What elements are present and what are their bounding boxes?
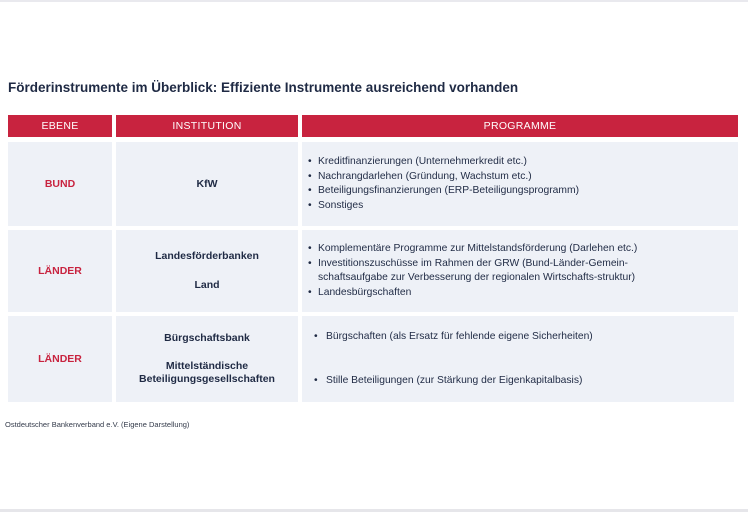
list-item: • Investitionszuschüsse im Rahmen der GRW (Bund-Länder-Gemein-	[306, 257, 738, 272]
table-row-3-institution	[116, 316, 298, 402]
header-programme: PROGRAMME	[302, 115, 738, 137]
list-item: • Komplementäre Programme zur Mittelstandsförderung (Darlehen etc.)	[306, 242, 738, 257]
program-list	[306, 322, 734, 396]
header-institution: INSTITUTION	[116, 115, 298, 137]
page-title: Förderinstrumente im Überblick: Effiziente Instrumente ausreichend vorhanden	[8, 80, 519, 95]
level-label: BUND	[44, 178, 76, 190]
institution-name: Bürgschaftsbank	[164, 332, 250, 344]
bullet-icon: •	[308, 170, 312, 182]
list-item: • Beteiligungsfinanzierungen (ERP-Beteiligungsprogramm)	[306, 184, 738, 199]
bullet-icon: •	[314, 374, 318, 386]
top-divider	[0, 0, 748, 2]
institution-name: Mittelständische	[165, 360, 249, 372]
list-item: • Nachrangdarlehen (Gründung, Wachstum etc.)	[306, 170, 738, 185]
institution-name: Landesförderbanken	[155, 250, 259, 262]
list-item: • Landesbürgschaften	[306, 286, 738, 301]
table-row-2-institution	[116, 230, 298, 312]
table-row-1-programs	[302, 142, 738, 226]
bullet-icon: •	[308, 199, 312, 211]
program-list	[306, 242, 738, 300]
table-row-3-level	[8, 316, 112, 402]
level-label: LÄNDER	[38, 353, 82, 365]
table-row-2-programs	[302, 230, 738, 312]
list-item: • Bürgschaften (als Ersatz für fehlende eigene Sicherheiten)	[306, 330, 734, 345]
list-item-continuation: schaftsaufgabe zur Verbesserung der regionalen Wirtschafts-struktur)	[318, 272, 636, 283]
table-row-1-level	[8, 142, 112, 226]
institution-name: Land	[194, 279, 220, 291]
list-item: • Kreditfinanzierungen (Unternehmerkredit etc.)	[306, 155, 738, 170]
bullet-icon: •	[314, 331, 318, 342]
institution-name: Beteiligungsgesellschaften	[139, 373, 275, 385]
list-item: • Sonstiges	[306, 199, 738, 214]
bullet-icon: •	[308, 257, 312, 269]
list-item: • Stille Beteiligungen (zur Stärkung der Eigenkapitalbasis)	[306, 374, 734, 389]
institution-name: KfW	[196, 177, 218, 190]
header-ebene: EBENE	[8, 115, 112, 137]
level-label: LÄNDER	[38, 265, 82, 277]
table-row-3-programs	[302, 316, 734, 402]
source-note: Ostdeutscher Bankenverband e.V. (Eigene Darstellung)	[5, 420, 190, 429]
program-list	[306, 155, 738, 213]
table-row-2-level	[8, 230, 112, 312]
bullet-icon: •	[308, 185, 312, 196]
bullet-icon: •	[308, 243, 312, 254]
bullet-icon: •	[308, 156, 312, 167]
table-row-1-institution	[116, 142, 298, 226]
bullet-icon: •	[308, 286, 312, 298]
